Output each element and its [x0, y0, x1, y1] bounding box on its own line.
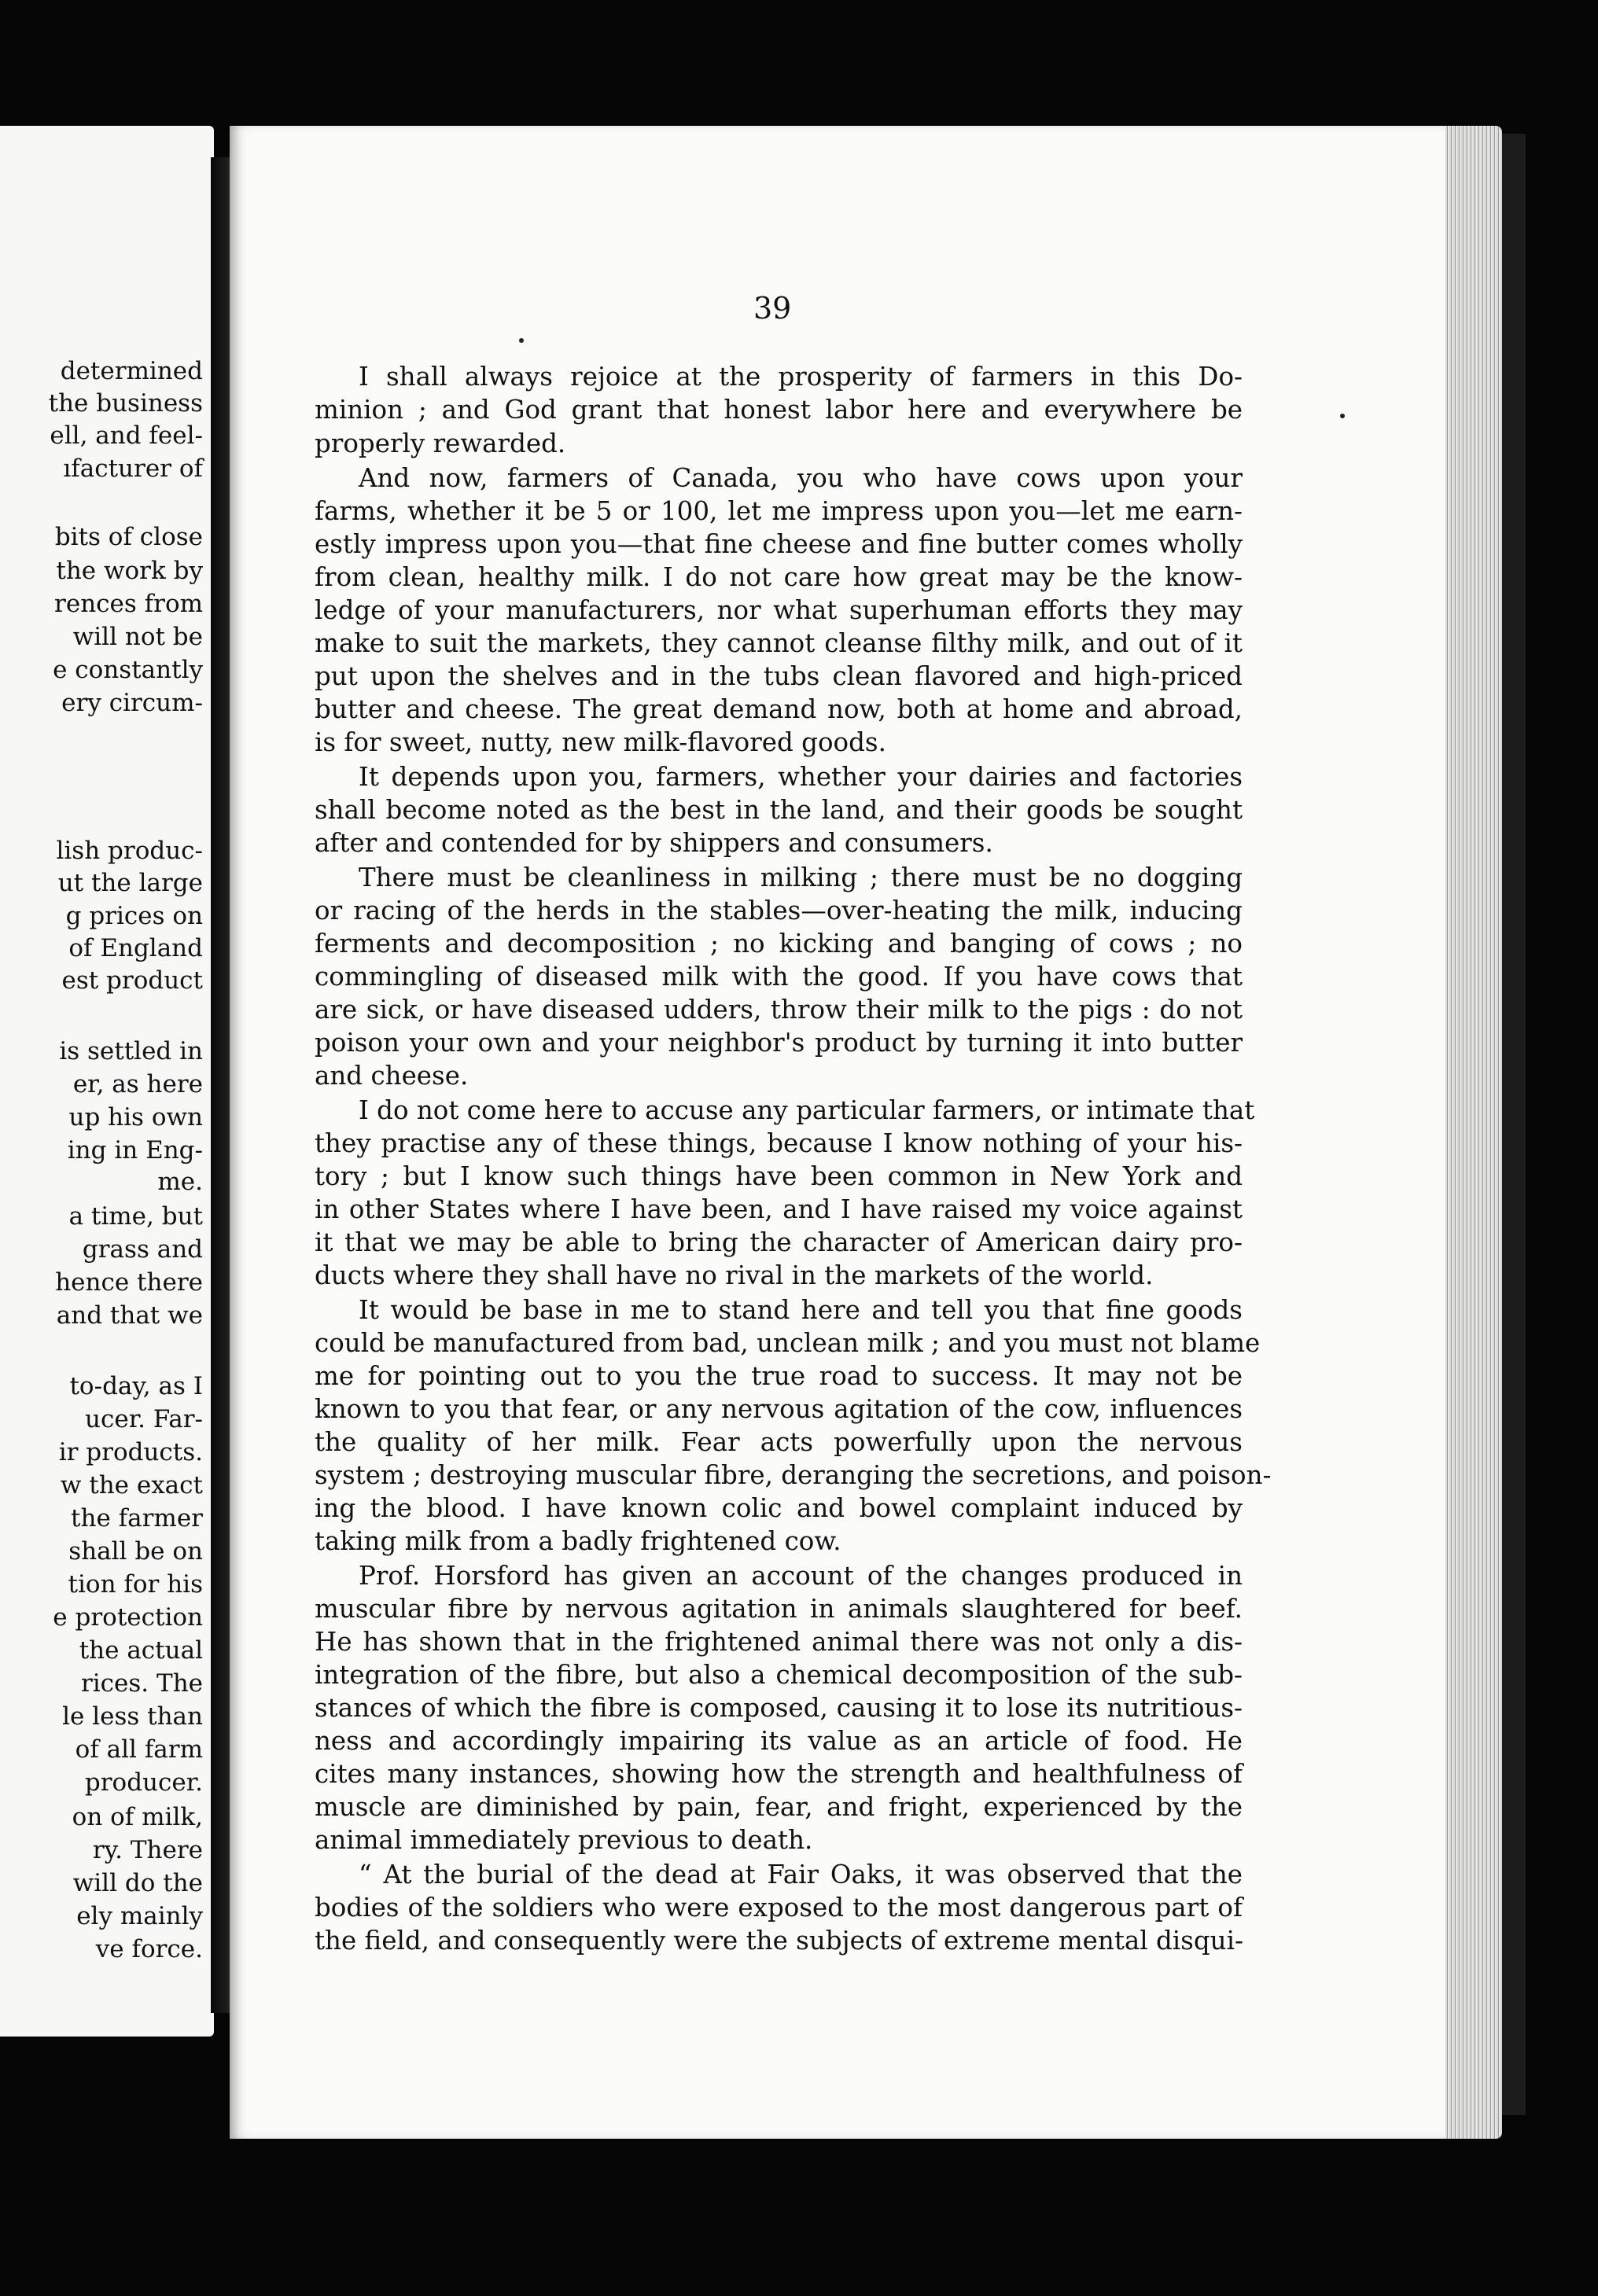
text-line: muscular fibre by nervous agitation in animals slaughtered for beef.	[315, 1594, 1243, 1624]
left-line: e constantly	[53, 656, 203, 684]
left-line: producer.	[84, 1768, 203, 1797]
text-line: ducts where they shall have no rival in the markets of the world.	[315, 1260, 1154, 1290]
left-line: e protection	[53, 1603, 203, 1632]
text-line: estly impress upon you—that fine cheese and fine butter comes wholly	[315, 529, 1243, 559]
left-line: ry. There	[92, 1836, 203, 1864]
left-line: the actual	[79, 1636, 203, 1665]
text-line: bodies of the soldiers who were exposed to the most dangerous part of	[315, 1893, 1243, 1923]
left-line: ir products.	[58, 1438, 203, 1466]
text-line: in other States where I have been, and I have raised my voice against	[315, 1194, 1243, 1224]
left-line: ucer. Far-	[85, 1405, 203, 1433]
left-line: the business	[48, 389, 203, 418]
text-line: properly rewarded.	[315, 429, 566, 458]
left-line: ely mainly	[76, 1902, 203, 1930]
left-line: will do the	[72, 1869, 203, 1897]
book-cover-edge	[1502, 134, 1526, 2115]
text-line: commingling of diseased milk with the good. If you have cows that	[315, 962, 1243, 992]
left-line: and that we	[56, 1301, 203, 1330]
text-line: and cheese.	[315, 1061, 469, 1091]
text-line: the field, and consequently were the subjects of extreme mental disqui-	[315, 1926, 1243, 1956]
left-line: tion for his	[68, 1570, 203, 1599]
text-line: tory ; but I know such things have been common in New York and	[315, 1161, 1243, 1191]
left-line: grass and	[82, 1235, 203, 1264]
text-line: It depends upon you, farmers, whether your dairies and factories	[359, 762, 1243, 792]
left-line: g prices on	[65, 902, 203, 930]
text-line: after and contended for by shippers and consumers.	[315, 828, 993, 858]
left-line: ery circum-	[61, 689, 203, 717]
page-edge-stack	[1445, 126, 1502, 2139]
text-line: Prof. Horsford has given an account of the changes produced in	[359, 1561, 1243, 1591]
text-line: known to you that fear, or any nervous agitation of the cow, influences	[315, 1394, 1243, 1424]
text-line: And now, farmers of Canada, you who have cows upon your	[359, 463, 1243, 493]
text-line: ing the blood. I have known colic and bowel complaint induced by	[315, 1493, 1243, 1523]
text-line: animal immediately previous to death.	[315, 1825, 813, 1855]
left-line: up his own	[68, 1103, 203, 1131]
text-line: He has shown that in the frightened animal there was not only a dis-	[315, 1627, 1243, 1657]
left-line: of England	[68, 934, 203, 962]
text-line: make to suit the markets, they cannot cleanse filthy milk, and out of it	[315, 628, 1243, 658]
text-line: shall become noted as the best in the land, and their goods be sought	[315, 795, 1243, 825]
text-line: from clean, healthy milk. I do not care how great may be the know-	[315, 562, 1243, 592]
left-line: ve force.	[95, 1935, 203, 1963]
left-line: ell, and feel-	[50, 421, 203, 450]
text-line: ferments and decomposition ; no kicking and banging of cows ; no	[315, 929, 1243, 959]
text-line: is for sweet, nutty, new milk-flavored goods.	[315, 727, 886, 757]
text-line: It would be base in me to stand here and tell you that fine goods	[359, 1295, 1243, 1325]
left-line: bits of close	[54, 523, 203, 551]
text-line: There must be cleanliness in milking ; there must be no dogging	[359, 863, 1243, 892]
text-line: system ; destroying muscular fibre, deranging the secretions, and poison-	[315, 1460, 1272, 1490]
left-line: ing in Eng-	[67, 1136, 203, 1165]
text-line: ledge of your manufacturers, nor what superhuman efforts they may	[315, 595, 1243, 625]
left-page	[0, 126, 214, 2037]
left-line: to-day, as I	[69, 1372, 203, 1400]
left-line: rices. The	[80, 1669, 203, 1698]
text-line: poison your own and your neighbor's product by turning it into butter	[315, 1028, 1243, 1058]
text-line: the quality of her milk. Fear acts powerfully upon the nervous	[315, 1427, 1243, 1457]
text-line: cites many instances, showing how the strength and healthfulness of	[315, 1759, 1243, 1789]
text-line: integration of the fibre, but also a chemical decomposition of the sub-	[315, 1660, 1243, 1690]
text-line: they practise any of these things, because I know nothing of your his-	[315, 1128, 1243, 1158]
text-line: put upon the shelves and in the tubs clean flavored and high-priced	[315, 661, 1243, 691]
left-line: on of milk,	[72, 1803, 203, 1831]
text-line: ness and accordingly impairing its value as an article of food. He	[315, 1726, 1243, 1756]
left-line: le less than	[62, 1702, 203, 1731]
left-line: a time, but	[68, 1202, 203, 1231]
text-line: it that we may be able to bring the character of American dairy pro-	[315, 1227, 1243, 1257]
left-line: shall be on	[68, 1537, 203, 1566]
text-line: butter and cheese. The great demand now, both at home and abroad,	[315, 694, 1243, 724]
text-line: “ At the burial of the dead at Fair Oaks, it was observed that the	[359, 1860, 1243, 1889]
text-line: stances of which the fibre is composed, causing it to lose its nutritious-	[315, 1693, 1243, 1723]
left-line: ıfacturer of	[63, 454, 203, 483]
left-line: of all farm	[75, 1735, 203, 1764]
page-number: 39	[753, 291, 792, 326]
left-line: the farmer	[71, 1504, 203, 1533]
left-line: the work by	[56, 557, 203, 585]
text-line: muscle are diminished by pain, fear, and fright, experienced by the	[315, 1792, 1243, 1822]
text-line: minion ; and God grant that honest labor here and everywhere be	[315, 395, 1243, 425]
text-line: I shall always rejoice at the prosperity of farmers in this Do-	[359, 362, 1243, 392]
speck-mark	[1340, 414, 1345, 418]
left-line: hence there	[55, 1268, 203, 1297]
text-line: me for pointing out to you the true road to success. It may not be	[315, 1361, 1243, 1391]
left-line: est product	[61, 966, 203, 995]
text-line: are sick, or have diseased udders, throw their milk to the pigs : do not	[315, 995, 1243, 1025]
left-line: me.	[157, 1168, 203, 1196]
left-line: will not be	[72, 623, 203, 651]
left-line: determined	[60, 357, 203, 385]
left-line: is settled in	[59, 1037, 203, 1065]
text-line: could be manufactured from bad, unclean milk ; and you must not blame	[315, 1328, 1261, 1358]
left-line: er, as here	[72, 1070, 203, 1098]
text-line: farms, whether it be 5 or 100, let me impress upon you—let me earn-	[315, 496, 1243, 526]
text-line: or racing of the herds in the stables—over-heating the milk, inducing	[315, 896, 1243, 925]
left-line: rences from	[54, 590, 203, 618]
text-line: taking milk from a badly frightened cow.	[315, 1526, 841, 1556]
text-line: I do not come here to accuse any particular farmers, or intimate that	[359, 1095, 1255, 1125]
left-line: lish produc-	[56, 837, 203, 865]
speck-mark	[519, 338, 524, 343]
left-line: w the exact	[60, 1471, 203, 1499]
left-line: ut the large	[57, 869, 203, 897]
